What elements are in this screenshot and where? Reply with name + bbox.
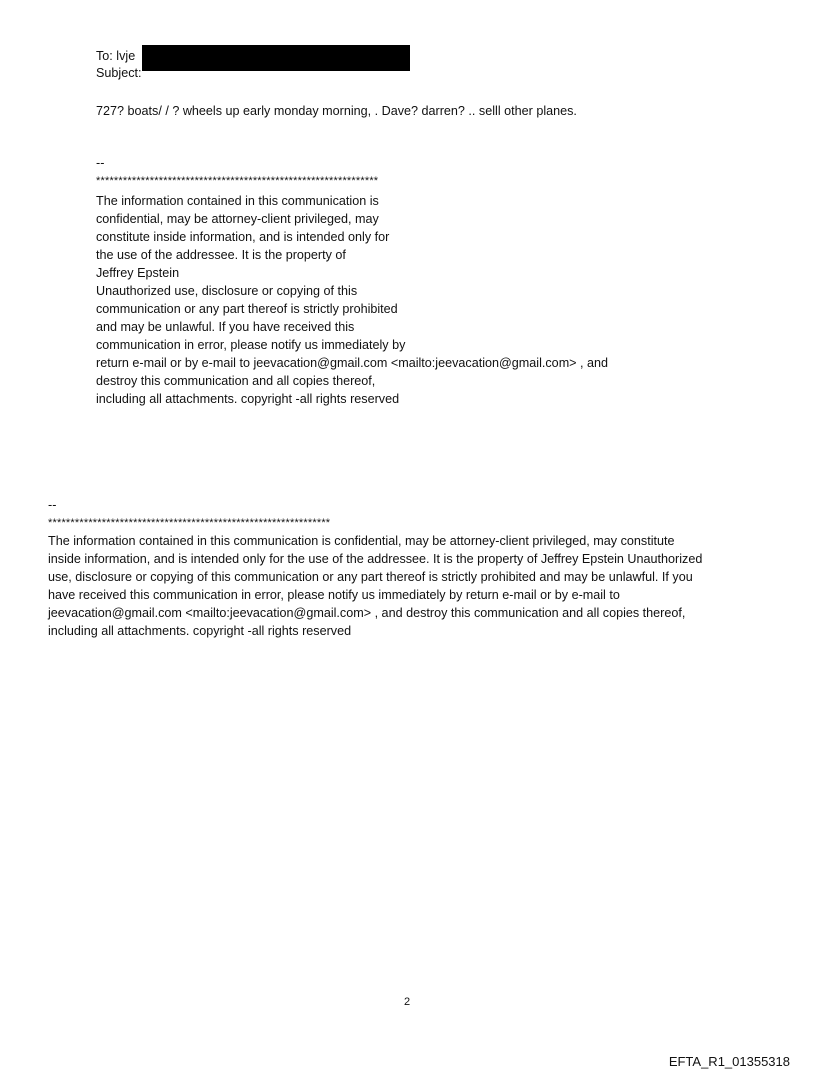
inner-disclaimer-line: the use of the addressee. It is the property of [96,248,346,262]
document-id: EFTA_R1_01355318 [668,1054,790,1069]
outer-disclaimer-line: The information contained in this communication is confidential, may be attorney-client privileged, may constitute [48,534,675,548]
outer-disclaimer-line: use, disclosure or copying of this communication or any part thereof is strictly prohibited and may be unlawful. If you [48,570,693,584]
outer-disclaimer-line: have received this communication in error, please notify us immediately by return e-mail or by e-mail to [48,588,620,602]
outer-disclaimer-line: inside information, and is intended only for the use of the addressee. It is the property of Jeffrey Epstein Unauthorized [48,552,703,566]
inner-disclaimer-line: and may be unlawful. If you have received this [96,320,355,334]
page-number: 2 [404,996,411,1008]
outer-disclaimer-line: jeevacation@gmail.com <mailto:jeevacation@gmail.com> , and destroy this communication and all copies thereof, [48,606,686,620]
inner-stars: *************************************************************** [96,175,379,187]
outer-separator: -- [48,498,57,512]
redaction-box [142,45,410,71]
inner-separator: -- [96,156,105,170]
subject-field: Subject: [96,66,142,80]
inner-disclaimer-line: return e-mail or by e-mail to jeevacation@gmail.com <mailto:jeevacation@gmail.com> , and [96,356,609,370]
inner-disclaimer-line: including all attachments. copyright -all rights reserved [96,392,400,406]
outer-stars: *************************************************************** [48,517,331,529]
outer-disclaimer-line: including all attachments. copyright -all rights reserved [48,624,352,638]
inner-disclaimer-line: The information contained in this communication is [96,194,379,208]
message-body: 727? boats/ / ? wheels up early monday morning, . Dave? darren? .. selll other planes. [96,104,577,118]
outer-disclaimer [48,532,702,640]
inner-disclaimer-line: constitute inside information, and is intended only for [96,230,390,244]
inner-disclaimer-line: communication or any part thereof is strictly prohibited [96,302,398,316]
inner-disclaimer-line: communication in error, please notify us immediately by [96,338,406,352]
inner-disclaimer-line: destroy this communication and all copies thereof, [96,374,376,388]
inner-disclaimer-line: Jeffrey Epstein [96,266,180,280]
inner-disclaimer [96,192,608,408]
to-field: To: lvje [96,49,136,63]
inner-disclaimer-line: Unauthorized use, disclosure or copying of this [96,284,358,298]
inner-disclaimer-line: confidential, may be attorney-client privileged, may [96,212,379,226]
